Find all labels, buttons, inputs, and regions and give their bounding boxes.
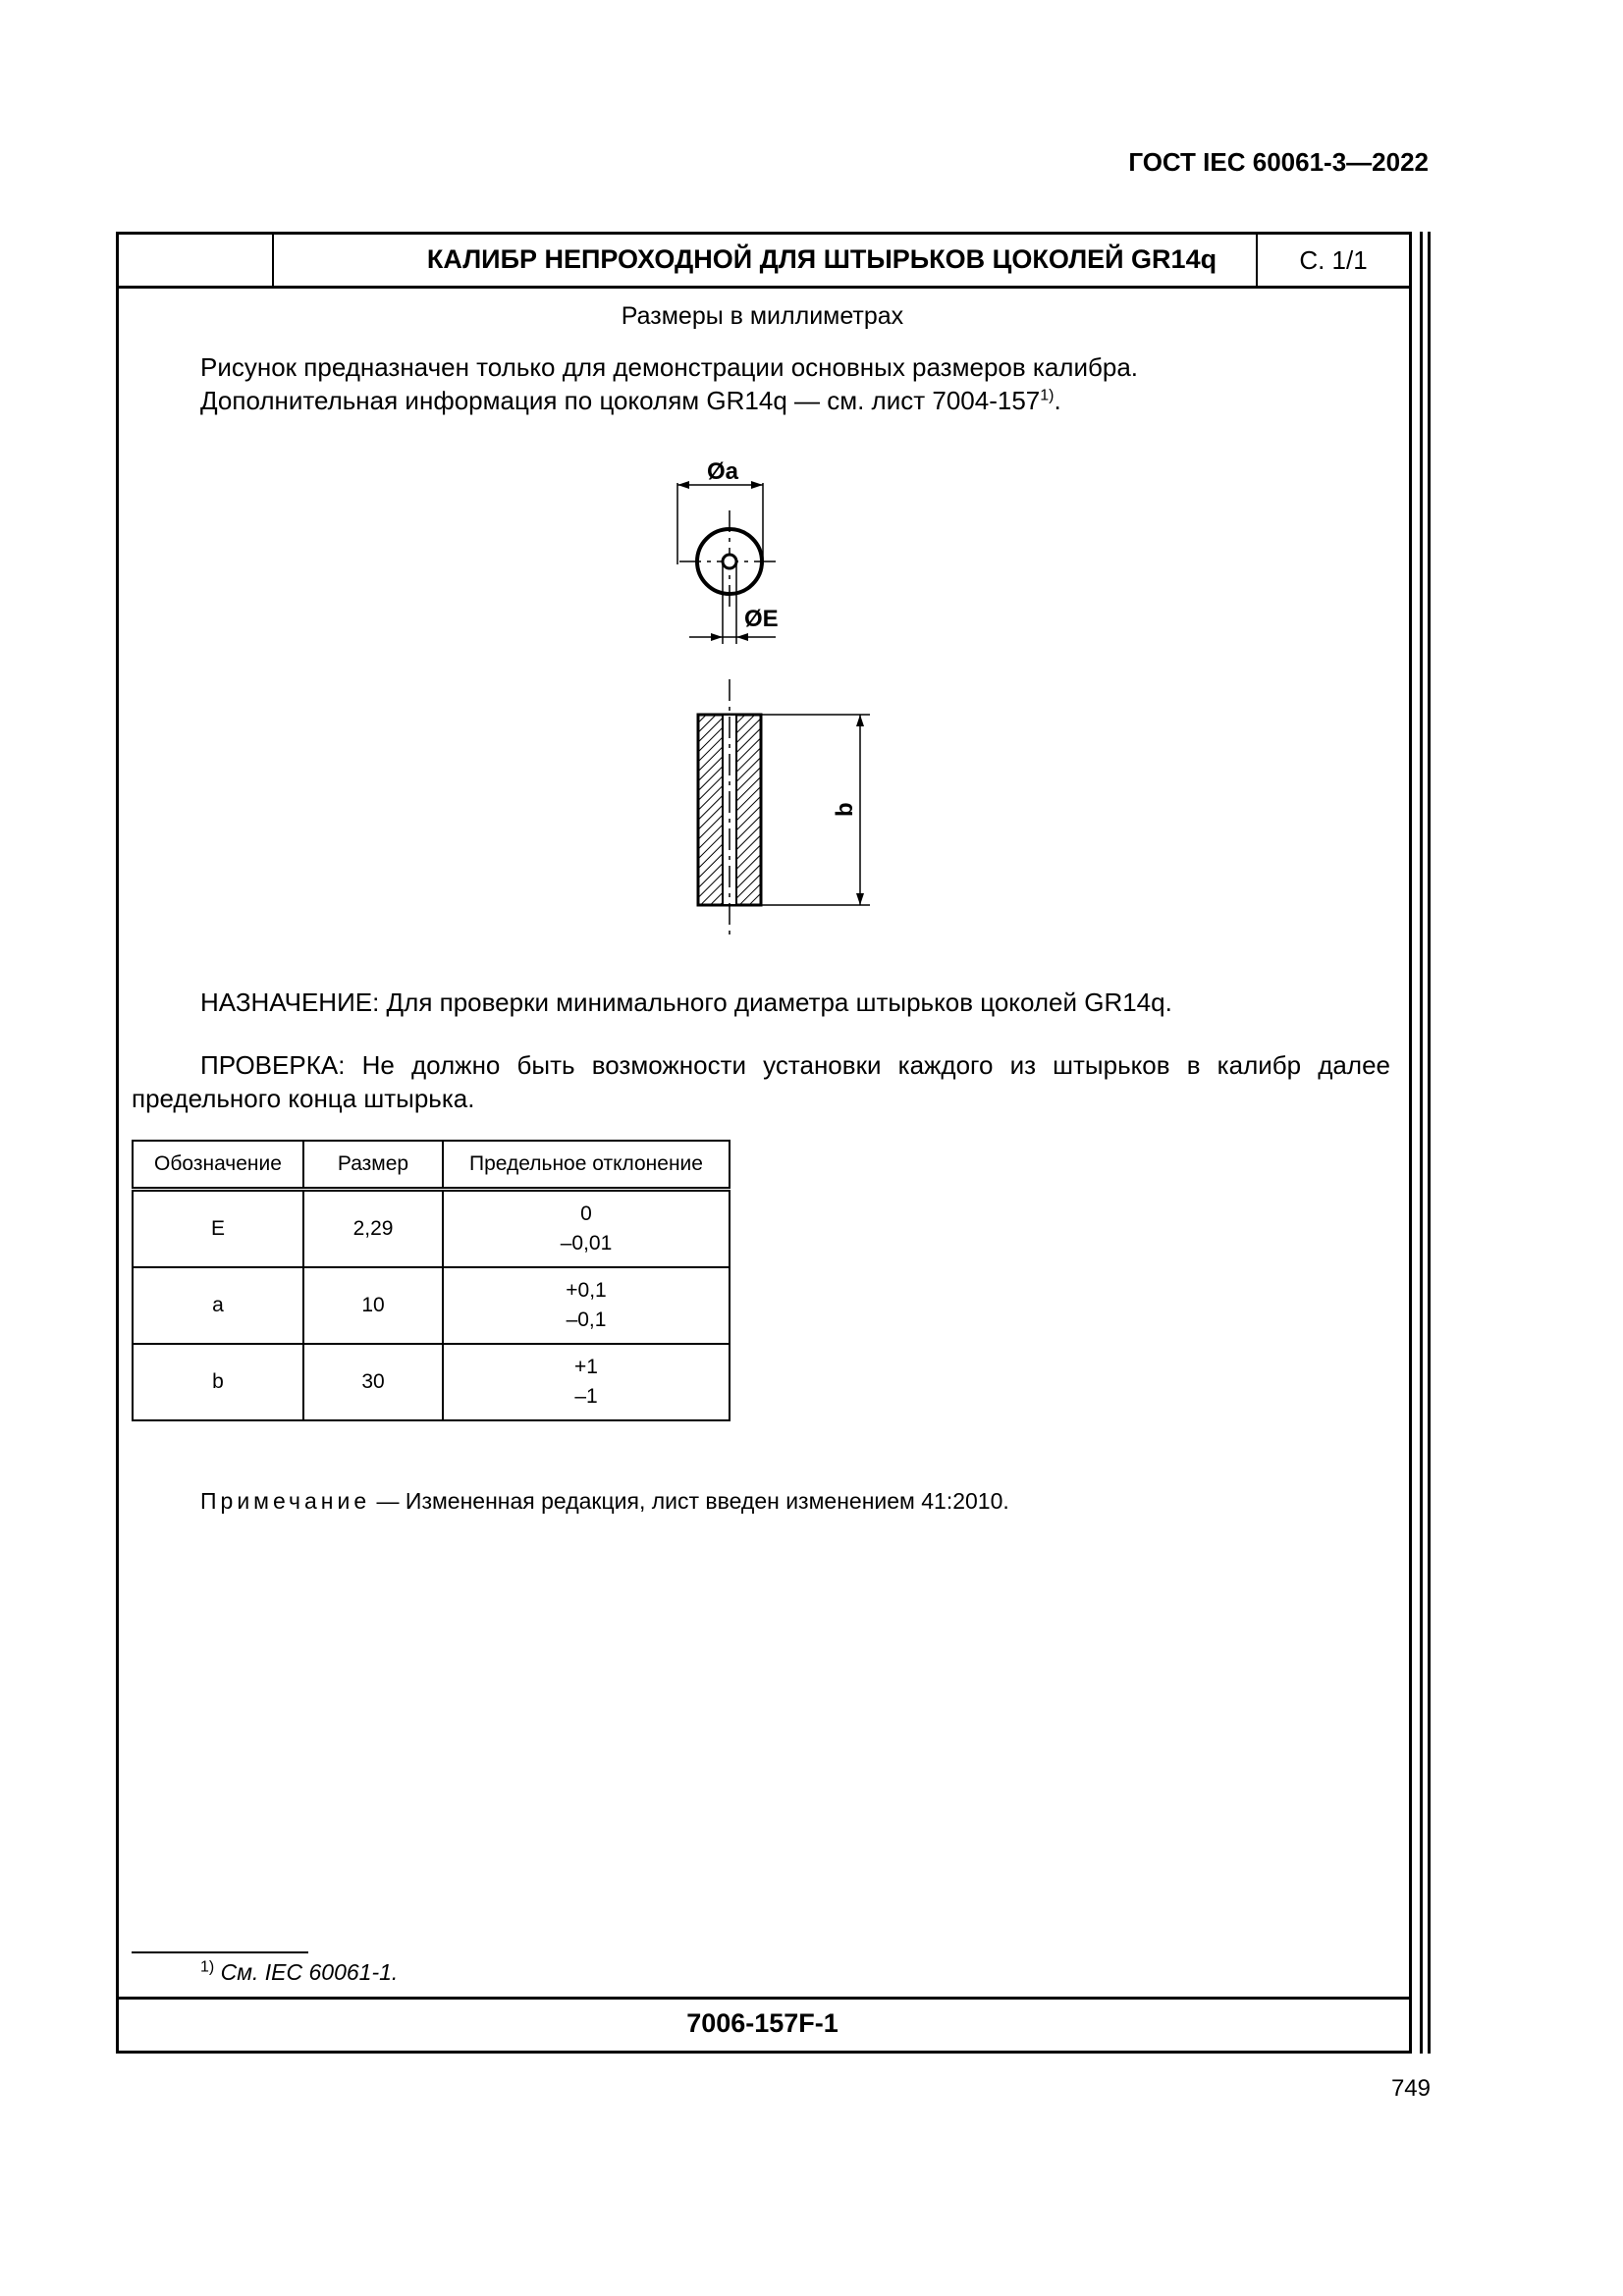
margin-line bbox=[1428, 232, 1431, 2054]
tolerance-lower: –1 bbox=[574, 1385, 598, 1408]
table-row bbox=[133, 1267, 730, 1344]
intro-line-1: Рисунок предназначен только для демонстрации основных размеров калибра. bbox=[200, 352, 1139, 382]
standard-header: ГОСТ IEC 60061-3—2022 bbox=[1128, 147, 1429, 177]
dim-a-label: Øa bbox=[707, 458, 739, 485]
intro-paragraph bbox=[200, 350, 1138, 417]
dimensions-table bbox=[132, 1140, 730, 1421]
size-cell: 2,29 bbox=[303, 1190, 443, 1268]
col-header-designation: Обозначение bbox=[133, 1141, 303, 1190]
dim-b-label: b bbox=[832, 802, 858, 817]
purpose-paragraph: НАЗНАЧЕНИЕ: Для проверки минимального диаметра штырьков цоколей GR14q. bbox=[200, 988, 1172, 1017]
tolerance-cell bbox=[443, 1190, 730, 1268]
top-view bbox=[677, 458, 780, 644]
size-cell: 30 bbox=[303, 1344, 443, 1420]
footnote-ref: 1) bbox=[1040, 387, 1055, 404]
tolerance-cell bbox=[443, 1267, 730, 1344]
tolerance-cell bbox=[443, 1344, 730, 1420]
note-label: Примечание bbox=[200, 1488, 371, 1514]
check-text: ПРОВЕРКА: Не должно быть возможности установки каждого из штырьков в калибр далее предельного конца штырька. bbox=[132, 1050, 1390, 1113]
note bbox=[200, 1488, 1009, 1515]
note-text: — Измененная редакция, лист введен изменением 41:2010. bbox=[370, 1488, 1009, 1514]
footnote-text: См. IEC 60061-1. bbox=[214, 1959, 399, 1985]
tolerance-upper: +0,1 bbox=[566, 1279, 607, 1302]
margin-line bbox=[1420, 232, 1423, 2054]
sheet-title: КАЛИБР НЕПРОХОДНОЙ ДЛЯ ШТЫРЬКОВ ЦОКОЛЕЙ GR14q bbox=[426, 244, 1217, 274]
table-row bbox=[133, 1190, 730, 1268]
col-header-size: Размер bbox=[303, 1141, 443, 1190]
units-note: Размеры в миллиметрах bbox=[621, 302, 904, 330]
check-paragraph bbox=[132, 1048, 1390, 1115]
footnote-marker: 1) bbox=[200, 1958, 215, 1976]
page-number: 749 bbox=[1390, 2075, 1431, 2102]
gauge-drawing bbox=[648, 452, 903, 952]
designation-cell: E bbox=[133, 1190, 303, 1268]
side-view bbox=[698, 679, 870, 940]
table-row bbox=[133, 1344, 730, 1420]
tolerance-lower: –0,1 bbox=[566, 1308, 607, 1331]
sheet-number: С. 1/1 bbox=[1299, 245, 1368, 275]
intro-line-2-end: . bbox=[1054, 386, 1061, 415]
intro-line-2 bbox=[200, 384, 1138, 417]
tolerance-upper: 0 bbox=[580, 1202, 592, 1225]
col-header-tolerance: Предельное отклонение bbox=[443, 1141, 730, 1190]
footnote bbox=[200, 1959, 398, 1986]
title-block bbox=[119, 235, 1409, 289]
footer-rule bbox=[116, 1997, 1409, 2000]
footnote-rule bbox=[132, 1951, 308, 1953]
size-cell: 10 bbox=[303, 1267, 443, 1344]
designation-cell: b bbox=[133, 1344, 303, 1420]
sheet-code: 7006-157F-1 bbox=[686, 2008, 839, 2038]
designation-cell: a bbox=[133, 1267, 303, 1344]
intro-line-2-text: Дополнительная информация по цоколям GR14q — см. лист 7004-157 bbox=[200, 386, 1041, 415]
tolerance-lower: –0,01 bbox=[560, 1232, 613, 1255]
dim-e-label: ØE bbox=[744, 606, 779, 632]
table-header-row bbox=[133, 1141, 730, 1190]
tolerance-upper: +1 bbox=[574, 1356, 598, 1378]
